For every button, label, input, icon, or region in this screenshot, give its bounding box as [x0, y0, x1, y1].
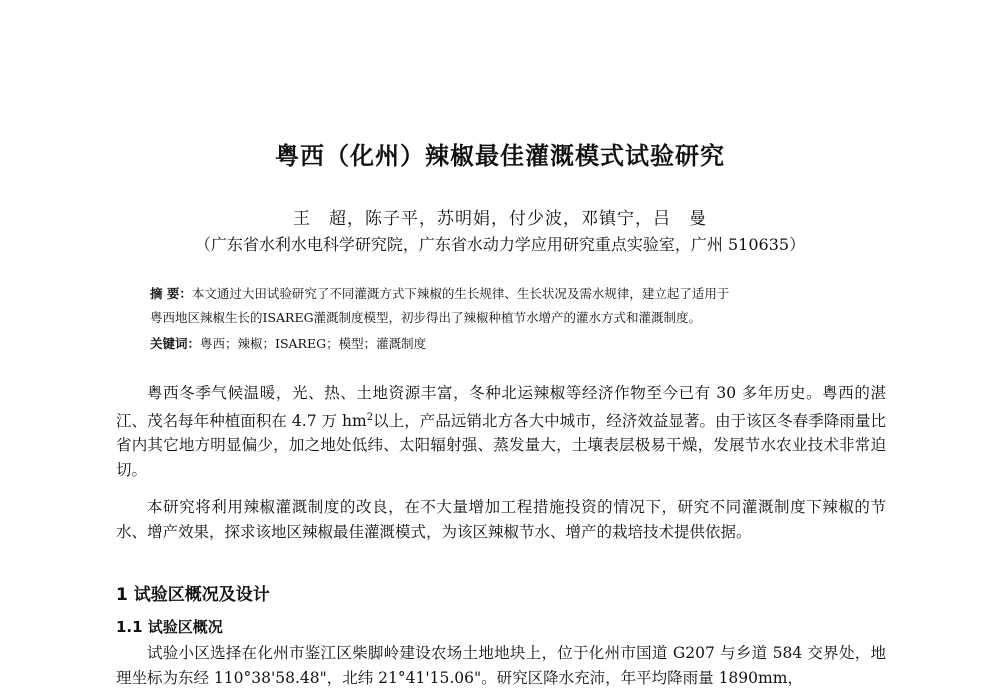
- keywords: [150, 332, 870, 356]
- affiliation: （广东省水利水电科学研究院，广东省水动力学应用研究重点实验室，广州 510635）: [194, 235, 806, 254]
- keywords-label: 关键词：: [150, 336, 201, 351]
- keywords-text: 粤西；辣椒；ISAREG；模型；灌溉制度: [200, 336, 427, 351]
- intro-paragraph-2: 本研究将利用辣椒灌溉制度的改良，在不大量增加工程措施投资的情况下，研究不同灌溉制度下辣椒的节水、增产效果，探求该地区辣椒最佳灌溉模式，为该区辣椒节水、增产的栽培技术提供依据。: [116, 498, 886, 541]
- subsection-heading-1-1: 1.1 试验区概况: [116, 618, 223, 636]
- para1-superscript: 2: [366, 411, 374, 423]
- para1-part-b: 以上，产品远销北方各大中城市，经济效益显著。由于该区冬春季降雨量比省内其它地方明显偏少，加之地处低纬、太阳辐射强、蒸发量大，土壤表层极易干燥，发展节水农业技术非常迫切。: [116, 411, 886, 479]
- author-list: 王 超，陈子平，苏明娟，付少波，邓镇宁，吕 曼: [293, 209, 707, 229]
- abstract: [150, 282, 870, 306]
- para1-part-a: 粤西冬季气候温暖，光、热、土地资源丰富，冬种北运辣椒等经济作物至今已有 30 多年历史。粤西的湛江、茂名每年种植面积在 4.7 万 hm: [116, 384, 886, 430]
- site-paragraph: 试验小区选择在化州市鉴江区柴脚岭建设农场土地地块上，位于化州市国道 G207 与乡道 584 交界处，地理坐标为东经 110°38'58.48"，北纬 21°41'15.06"。研究区降水充沛，年平均降雨量 1890mm，: [116, 644, 886, 687]
- abstract-continued: [150, 306, 870, 330]
- paper-title: 粤西（化州）辣椒最佳灌溉模式试验研究: [275, 142, 725, 170]
- abstract-label: 摘 要：: [150, 286, 192, 301]
- intro-paragraph-1: [116, 381, 886, 483]
- abstract-text-line-2: 粤西地区辣椒生长的ISAREG灌溉制度模型，初步得出了辣椒种植节水增产的灌水方式和灌溉制度。: [150, 310, 702, 325]
- abstract-text-line-1: 本文通过大田试验研究了不同灌溉方式下辣椒的生长规律、生长状况及需水规律，建立起了适用于: [191, 286, 730, 301]
- section-heading-1: 1 试验区概况及设计: [116, 585, 270, 605]
